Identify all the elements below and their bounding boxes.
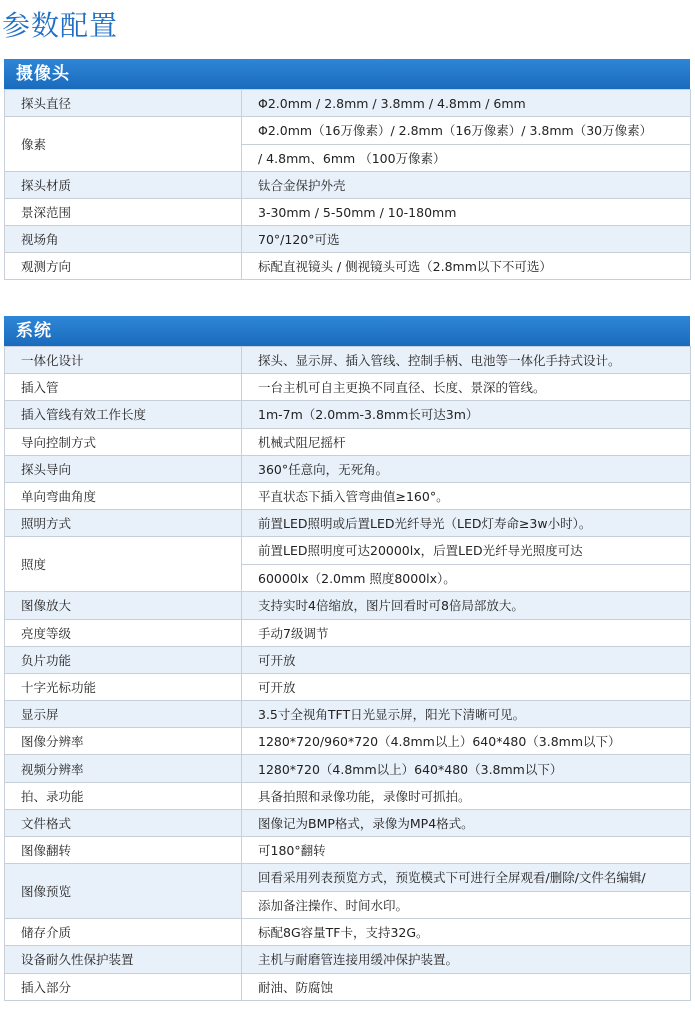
table-row	[5, 510, 691, 537]
spec-value: 1m-7m（2.0mm-3.8mm长可达3m）	[242, 401, 691, 428]
spec-label: 导向控制方式	[5, 428, 242, 455]
spec-value: 1280*720（4.8mm以上）640*480（3.8mm以下）	[242, 755, 691, 782]
table-row	[5, 199, 691, 226]
table-row	[5, 428, 691, 455]
table-row	[5, 401, 691, 428]
table-row	[5, 782, 691, 809]
spec-label: 显示屏	[5, 701, 242, 728]
table-row	[5, 837, 691, 864]
table-row	[5, 673, 691, 700]
spec-label: 照明方式	[5, 510, 242, 537]
spec-label: 插入管线有效工作长度	[5, 401, 242, 428]
spec-label: 亮度等级	[5, 619, 242, 646]
table-row	[5, 592, 691, 619]
spec-label: 文件格式	[5, 809, 242, 836]
spec-value-line: Φ2.0mm（16万像素）/ 2.8mm（16万像素）/ 3.8mm（30万像素）	[242, 117, 690, 144]
table-row	[5, 864, 691, 919]
system-section-header: 系统	[4, 316, 690, 346]
table-row	[5, 701, 691, 728]
spec-value: Φ2.0mm / 2.8mm / 3.8mm / 4.8mm / 6mm	[242, 90, 691, 117]
table-row	[5, 117, 691, 172]
spec-value: 可开放	[242, 673, 691, 700]
spec-label: 图像分辨率	[5, 728, 242, 755]
table-row	[5, 226, 691, 253]
spec-label: 观测方向	[5, 253, 242, 280]
spec-value: 70°/120°可选	[242, 226, 691, 253]
spec-value: 标配8G容量TF卡，支持32G。	[242, 919, 691, 946]
spec-label: 一体化设计	[5, 347, 242, 374]
spec-value: 1280*720/960*720（4.8mm以上）640*480（3.8mm以下）	[242, 728, 691, 755]
spec-value: 可180°翻转	[242, 837, 691, 864]
spec-value: 平直状态下插入管弯曲值≥160°。	[242, 482, 691, 509]
spec-value-multiline	[242, 537, 691, 592]
spec-label: 图像预览	[5, 864, 242, 919]
spec-label: 探头直径	[5, 90, 242, 117]
spec-value: 可开放	[242, 646, 691, 673]
spec-label: 视频分辨率	[5, 755, 242, 782]
spec-label: 图像翻转	[5, 837, 242, 864]
system-spec-table	[4, 346, 691, 1001]
spec-value-line: 前置LED照明度可达20000lx，后置LED光纤导光照度可达	[242, 537, 690, 564]
table-row	[5, 809, 691, 836]
spec-value: 具备拍照和录像功能，录像时可抓拍。	[242, 782, 691, 809]
spec-label: 插入管	[5, 374, 242, 401]
spec-value: 360°任意向，无死角。	[242, 455, 691, 482]
table-row	[5, 455, 691, 482]
table-row	[5, 253, 691, 280]
spec-label: 探头材质	[5, 172, 242, 199]
table-row	[5, 755, 691, 782]
table-row	[5, 374, 691, 401]
spec-label: 负片功能	[5, 646, 242, 673]
spec-value: 耐油、防腐蚀	[242, 973, 691, 1000]
spec-label: 单向弯曲角度	[5, 482, 242, 509]
table-row	[5, 172, 691, 199]
spec-value: 标配直视镜头 / 侧视镜头可选（2.8mm以下不可选）	[242, 253, 691, 280]
spec-value: 支持实时4倍缩放，图片回看时可8倍局部放大。	[242, 592, 691, 619]
table-row	[5, 973, 691, 1000]
spec-label: 十字光标功能	[5, 673, 242, 700]
spec-label: 拍、录功能	[5, 782, 242, 809]
spec-label: 景深范围	[5, 199, 242, 226]
spec-value: 图像记为BMP格式，录像为MP4格式。	[242, 809, 691, 836]
spec-value: 一台主机可自主更换不同直径、长度、景深的管线。	[242, 374, 691, 401]
spec-label: 储存介质	[5, 919, 242, 946]
table-row	[5, 728, 691, 755]
system-section	[4, 316, 690, 1001]
table-row	[5, 619, 691, 646]
spec-value: 钛合金保护外壳	[242, 172, 691, 199]
table-row	[5, 919, 691, 946]
spec-value: 手动7级调节	[242, 619, 691, 646]
table-row	[5, 482, 691, 509]
spec-value-line: 添加备注操作、时间水印。	[242, 891, 690, 918]
spec-value-line: / 4.8mm、6mm （100万像素）	[242, 144, 690, 171]
spec-value: 探头、显示屏、插入管线、控制手柄、电池等一体化手持式设计。	[242, 347, 691, 374]
spec-label: 像素	[5, 117, 242, 172]
spec-value-multiline	[242, 864, 691, 919]
table-row	[5, 347, 691, 374]
spec-label: 探头导向	[5, 455, 242, 482]
camera-section-header: 摄像头	[4, 59, 690, 89]
spec-label: 图像放大	[5, 592, 242, 619]
spec-label: 视场角	[5, 226, 242, 253]
spec-label: 设备耐久性保护装置	[5, 946, 242, 973]
table-row	[5, 946, 691, 973]
spec-value-multiline	[242, 117, 691, 172]
spec-value: 3.5寸全视角TFT日光显示屏，阳光下清晰可见。	[242, 701, 691, 728]
page-title: 参数配置	[2, 9, 119, 42]
camera-section	[4, 59, 690, 280]
spec-label: 照度	[5, 537, 242, 592]
spec-value-line: 60000lx（2.0mm 照度8000lx）。	[242, 564, 690, 591]
table-row	[5, 646, 691, 673]
camera-spec-table	[4, 89, 691, 280]
table-row	[5, 90, 691, 117]
table-row	[5, 537, 691, 592]
spec-value: 3-30mm / 5-50mm / 10-180mm	[242, 199, 691, 226]
spec-value-line: 回看采用列表预览方式，预览模式下可进行全屏观看/删除/文件名编辑/	[242, 864, 690, 891]
spec-value: 主机与耐磨管连接用缓冲保护装置。	[242, 946, 691, 973]
spec-value: 前置LED照明或后置LED光纤导光（LED灯寿命≥3w小时）。	[242, 510, 691, 537]
spec-value: 机械式阻尼摇杆	[242, 428, 691, 455]
spec-label: 插入部分	[5, 973, 242, 1000]
